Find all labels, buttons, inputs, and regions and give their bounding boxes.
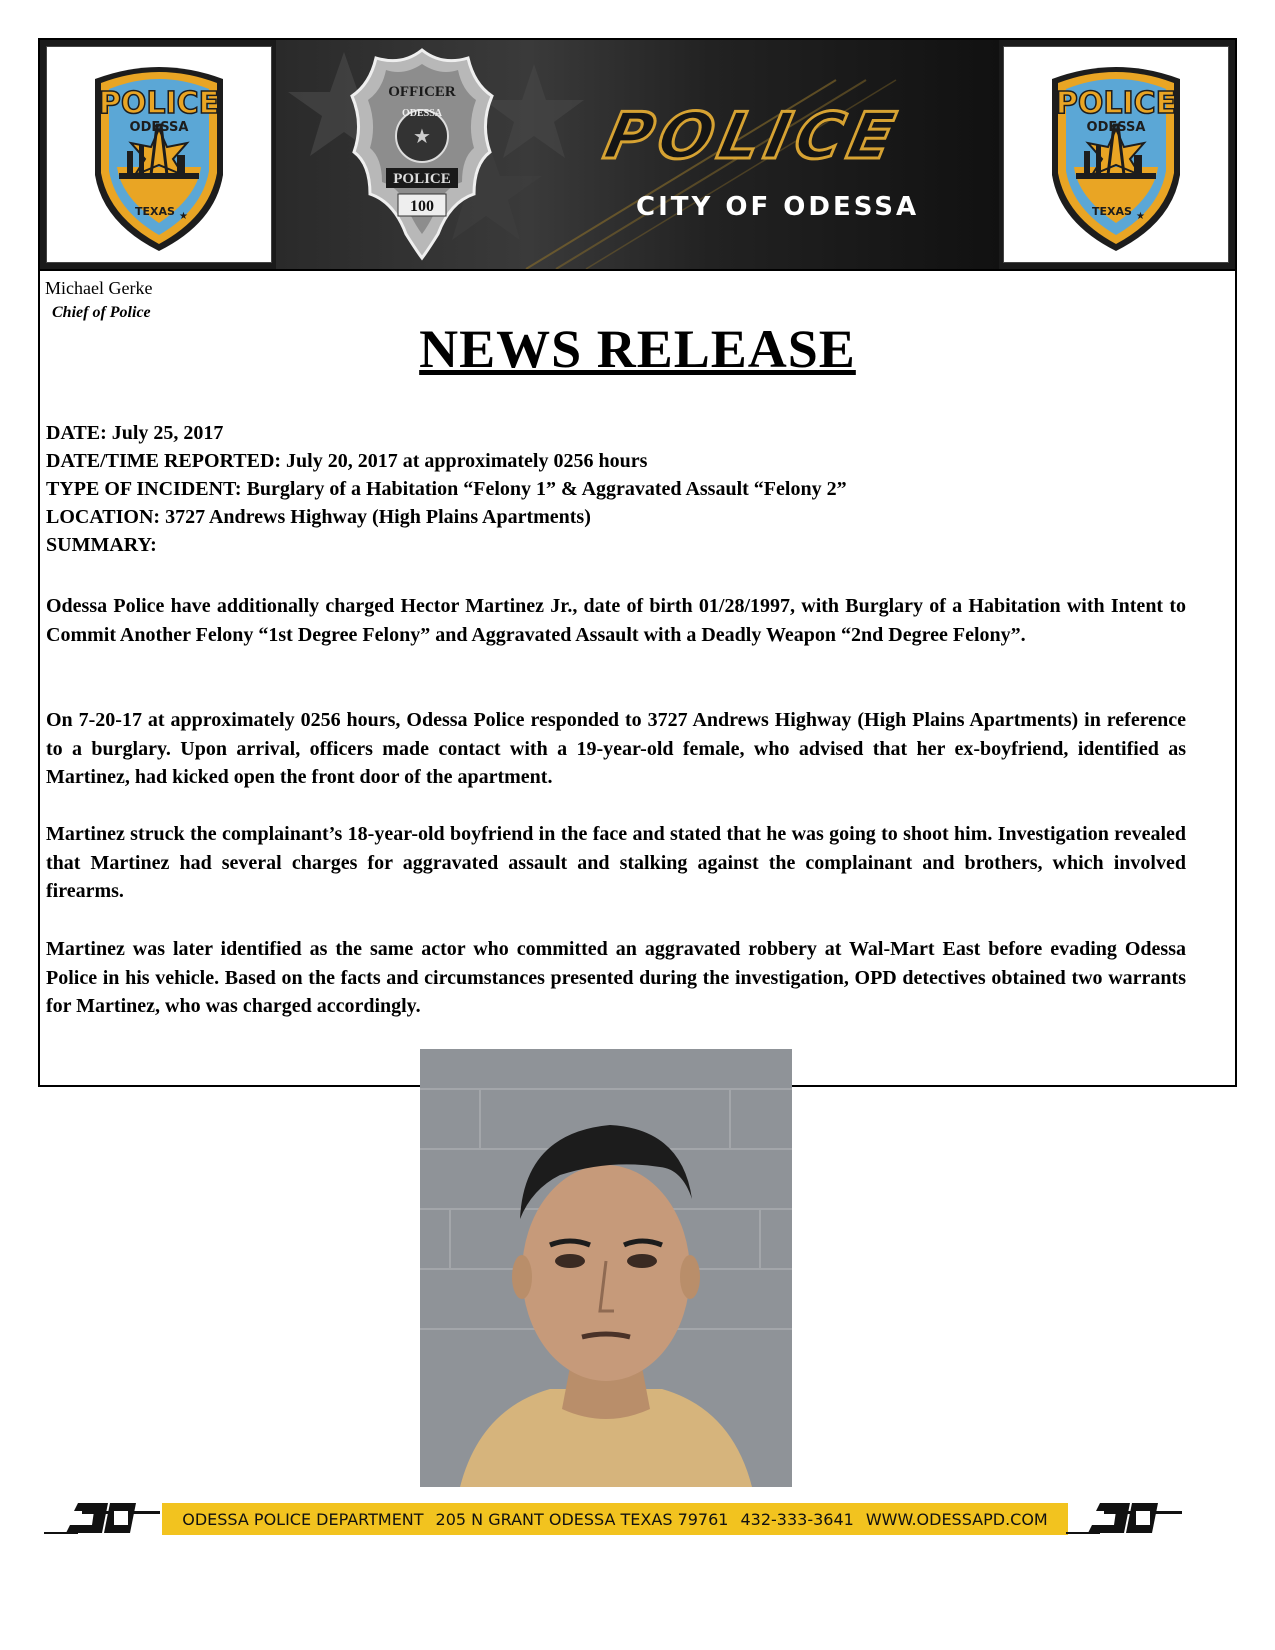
summary-label: SUMMARY:	[46, 534, 157, 556]
left-logo-box	[46, 46, 272, 263]
footer-website: WWW.ODESSAPD.COM	[865, 1509, 1048, 1529]
svg-text:ODESSA: ODESSA	[401, 108, 443, 119]
officer-badge-icon	[342, 44, 502, 264]
date-time-reported: DATE/TIME REPORTED: July 20, 2017 at approximately 0256 hours	[46, 450, 648, 472]
svg-text:100: 100	[410, 198, 434, 215]
release-date: DATE: July 25, 2017	[46, 422, 224, 444]
incident-meta	[46, 419, 847, 559]
chief-title: Chief of Police	[52, 304, 151, 321]
mugshot-photo-icon	[420, 1049, 792, 1487]
summary-paragraph: Martinez was later identified as the same actor who committed an aggravated robbery at Wal-Mart East before evading Odessa Police in his vehicle. Based on the facts and circumstances presented during the investigation, OPD detectives obtained two warrants for Martinez, who was charged accordingly.	[46, 938, 1186, 1017]
svg-text:POLICE: POLICE	[1055, 86, 1177, 121]
banner-center-panel	[276, 40, 999, 269]
odessa-police-shield-icon	[47, 47, 271, 262]
svg-text:TEXAS: TEXAS	[135, 205, 175, 218]
type-of-incident: TYPE OF INCIDENT: Burglary of a Habitation “Felony 1” & Aggravated Assault “Felony 2”	[46, 478, 847, 500]
summary-paragraph: On 7-20-17 at approximately 0256 hours, Odessa Police responded to 3727 Andrews Highway (High Plains Apartments) in reference to a burglary. Upon arrival, officers made contact with a 19-year-old female, who advised that her ex-boyfriend, identified as Martinez, had kicked open the front door of the apartment.	[46, 709, 1186, 788]
header-banner	[38, 38, 1237, 271]
svg-text:POLICE: POLICE	[393, 171, 451, 187]
summary-paragraph: Martinez struck the complainant’s 18-year-old boyfriend in the face and stated that he was going to shoot him. Investigation revealed that Martinez had several charges for aggravated assault and stalking against the complainant and brothers, which involved firearms.	[46, 823, 1186, 902]
suspect-mugshot	[420, 1049, 792, 1487]
footer-logo-icon	[44, 1497, 162, 1539]
summary-paragraph: Odessa Police have additionally charged Hector Martinez Jr., date of birth 01/28/1997, with Burglary of a Habitation with Intent to Commit Another Felony “1st Degree Felony” and Aggravated Assault with a Deadly Weapon “2nd Degree Felony”.	[46, 595, 1186, 646]
incident-location: LOCATION: 3727 Andrews Highway (High Plains Apartments)	[46, 506, 591, 528]
svg-text:★: ★	[179, 211, 188, 222]
footer-phone: 432-333-3641	[740, 1509, 854, 1529]
headline: NEWS RELEASE	[419, 319, 856, 379]
footer-address: 205 N GRANT ODESSA TEXAS 79761	[435, 1509, 729, 1529]
chief-name: Michael Gerke	[45, 278, 153, 298]
footer-department: ODESSA POLICE DEPARTMENT	[182, 1509, 424, 1529]
police-wordmark: POLICE	[598, 100, 907, 174]
svg-text:★: ★	[413, 126, 431, 148]
svg-text:ODESSA: ODESSA	[1086, 120, 1146, 135]
footer-logo-icon	[1066, 1497, 1184, 1539]
right-logo-box	[1003, 46, 1229, 263]
svg-text:POLICE: POLICE	[98, 86, 220, 121]
svg-text:TEXAS: TEXAS	[1092, 205, 1132, 218]
odessa-police-shield-icon	[1004, 47, 1228, 262]
svg-text:ODESSA: ODESSA	[129, 120, 189, 135]
footer-contact-bar	[162, 1503, 1068, 1535]
city-of-odessa-wordmark: CITY OF ODESSA	[636, 192, 920, 222]
svg-text:★: ★	[1136, 211, 1145, 222]
svg-text:OFFICER: OFFICER	[388, 84, 456, 100]
